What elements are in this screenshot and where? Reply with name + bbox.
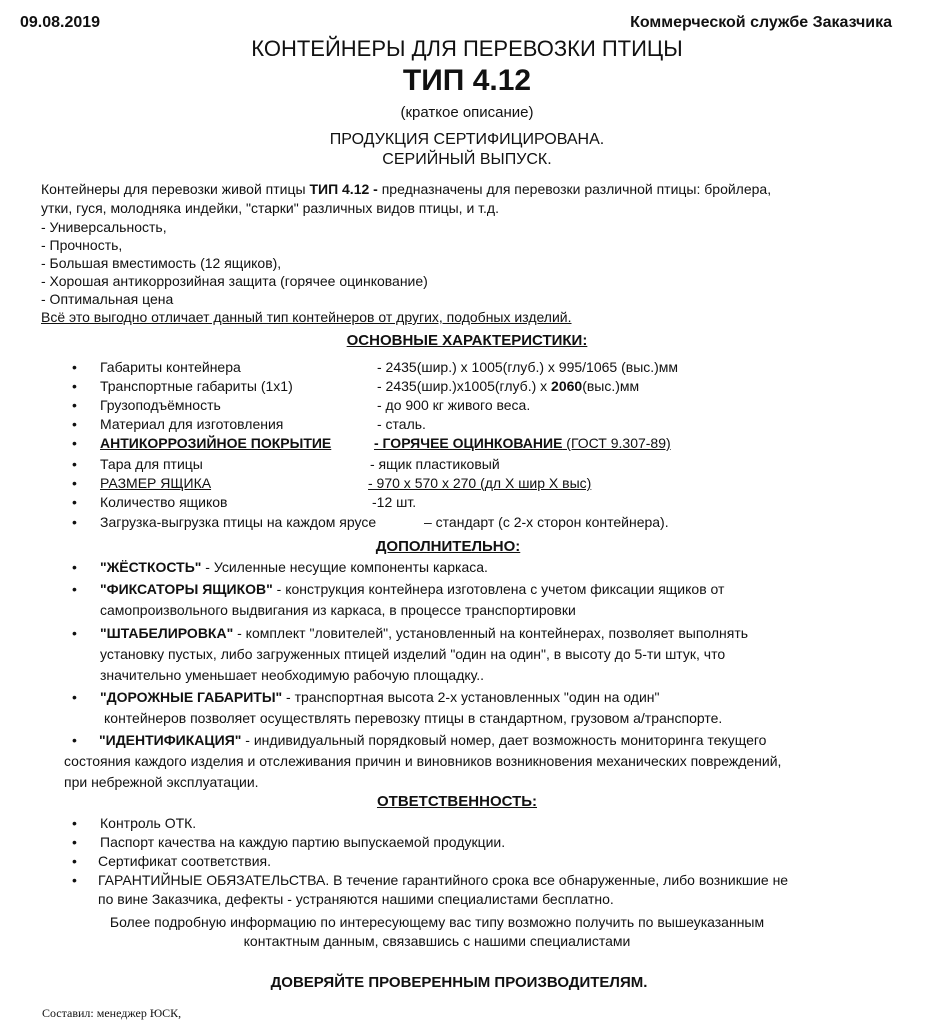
author-note: Составил: менеджер ЮСК, (42, 1006, 182, 1020)
extra-bullet: • (72, 581, 77, 597)
spec-label: Транспортные габариты (1х1) (100, 378, 293, 394)
extra-cont: значительно уменьшает необходимую рабочую площадку.. (100, 667, 485, 683)
cert-line-1: ПРОДУКЦИЯ СЕРТИФИЦИРОВАНА. (329, 131, 605, 148)
recipient: Коммерческой службе Заказчика (630, 14, 892, 31)
resp-cont: по вине Заказчика, дефекты - устраняются нашими специалистами бесплатно. (98, 891, 614, 907)
page-title: КОНТЕЙНЕРЫ ДЛЯ ПЕРЕВОЗКИ ПТИЦЫ (251, 36, 683, 61)
extra-text: - Усиленные несущие компоненты каркаса. (201, 559, 488, 575)
extra-item (100, 558, 488, 577)
resp-heading: ОТВЕТСТВЕННОСТЬ: (376, 793, 538, 810)
extra-text: - транспортная высота 2-х установленных "один на один" (282, 689, 660, 705)
extra-text: - конструкция контейнера изготовлена с учетом фиксации ящиков от (272, 581, 725, 597)
extra-key: "ШТАБЕЛИРОВКА" (100, 625, 234, 641)
resp-item: Сертификат соответствия. (98, 853, 271, 869)
coating-value: - ГОРЯЧЕЕ ОЦИНКОВАНИЕ (374, 435, 563, 451)
extra-key: "ЖЁСТКОСТЬ" (100, 559, 202, 575)
intro-item: - Прочность, (41, 237, 123, 253)
extra-cont: установку пустых, либо загруженных птицей изделий "один на один", в высоту до 5-ти штук, что (100, 646, 726, 662)
spec-value: - ящик пластиковый (370, 456, 500, 472)
spec-label: Количество ящиков (100, 494, 228, 510)
cert-line-2: СЕРИЙНЫЙ ВЫПУСК. (382, 151, 552, 168)
extra-cont: самопроизвольного выдвигания из каркаса, в процессе транспортировки (100, 602, 576, 618)
slogan: ДОВЕРЯЙТЕ ПРОВЕРЕННЫМ ПРОИЗВОДИТЕЛЯМ. (270, 974, 648, 991)
spec-label: Материал для изготовления (100, 416, 284, 432)
subtitle: (краткое описание) (400, 104, 534, 121)
extra-bullet: • (72, 689, 77, 705)
extra-key: "ИДЕНТИФИКАЦИЯ" (99, 732, 242, 748)
type-title: ТИП 4.12 (402, 64, 532, 97)
spec-bullet: • (72, 378, 77, 394)
extra-key: "ДОРОЖНЫЕ ГАБАРИТЫ" (100, 689, 283, 705)
spec-value: - сталь. (377, 416, 426, 432)
resp-bullet: • (72, 834, 77, 850)
spec-bullet: • (72, 397, 77, 413)
spec-value-c: (выс.)мм (582, 378, 640, 394)
spec-value: - 970 х 570 х 270 (дл Х шир Х выс) (368, 475, 592, 491)
document-date: 09.08.2019 (20, 14, 101, 31)
info-line-2: контактным данным, связавшись с нашими специалистами (243, 933, 631, 949)
spec-bullet: • (72, 435, 77, 451)
spec-label: Габариты контейнера (100, 359, 241, 375)
intro-item: - Большая вместимость (12 ящиков), (41, 255, 282, 271)
spec-bullet: • (72, 456, 77, 472)
resp-item: Контроль ОТК. (100, 815, 197, 831)
spec-bullet: • (72, 359, 77, 375)
spec-label: РАЗМЕР ЯЩИКА (100, 475, 212, 491)
spec-label: АНТИКОРРОЗИЙНОЕ ПОКРЫТИЕ (100, 435, 332, 451)
intro-text-a: Контейнеры для перевозки живой птицы (41, 181, 310, 197)
spec-label: Загрузка-выгрузка птицы на каждом ярусе (100, 514, 377, 530)
intro-line-1 (41, 180, 771, 199)
spec-value: – стандарт (с 2-х сторон контейнера). (424, 514, 669, 530)
spec-bullet: • (72, 475, 77, 491)
spec-value-b: 2060 (551, 378, 583, 394)
spec-value: - 2435(шир.) х 1005(глуб.) х 995/1065 (выс.)мм (377, 359, 679, 375)
intro-line-2: утки, гуся, молодняка индейки, "старки" различных видов птицы, и т.д. (41, 200, 499, 216)
extra-cont: контейнеров позволяет осуществлять перевозку птицы в стандартном, грузовом а/транспорте. (104, 710, 723, 726)
spec-value-a: - 2435(шир.)х1005(глуб.) х (377, 378, 552, 394)
extra-text: - индивидуальный порядковый номер, дает возможность мониторинга текущего (241, 732, 767, 748)
extra-bullet: • (72, 732, 77, 748)
intro-item: - Хорошая антикоррозийная защита (горячее оцинкование) (41, 273, 428, 289)
intro-type: ТИП 4.12 - (309, 181, 378, 197)
specs-heading: ОСНОВНЫЕ ХАРАКТЕРИСТИКИ: (346, 332, 588, 349)
extra-key: "ФИКСАТОРЫ ЯЩИКОВ" (100, 581, 273, 597)
resp-bullet: • (72, 872, 77, 888)
coating-standard: (ГОСТ 9.307-89) (562, 435, 671, 451)
spec-value (377, 377, 639, 396)
spec-bullet: • (72, 514, 77, 530)
spec-value (374, 434, 671, 453)
extra-text: - комплект "ловителей", установленный на контейнерах, позволяет выполнять (233, 625, 749, 641)
info-line-1: Более подробную информацию по интересующему вас типу возможно получить по вышеуказанным (109, 914, 765, 930)
resp-item: Паспорт качества на каждую партию выпускаемой продукции. (100, 834, 506, 850)
intro-item: - Универсальность, (41, 219, 167, 235)
spec-label: Тара для птицы (100, 456, 203, 472)
resp-item: ГАРАНТИЙНЫЕ ОБЯЗАТЕЛЬСТВА. В течение гарантийного срока все обнаруженные, либо возникшие не (98, 872, 789, 888)
spec-bullet: • (72, 494, 77, 510)
intro-item: - Оптимальная цена (41, 291, 174, 307)
extra-bullet: • (72, 559, 77, 575)
extra-item (100, 624, 748, 643)
extra-item (99, 731, 766, 750)
resp-bullet: • (72, 815, 77, 831)
extra-bullet: • (72, 625, 77, 641)
intro-summary: Всё это выгодно отличает данный тип контейнеров от других, подобных изделий. (41, 309, 572, 325)
extra-cont: состояния каждого изделия и отслеживания причин и виновников возникновения механических повреждений, (64, 753, 782, 769)
extra-item (100, 580, 724, 599)
spec-value: -12 шт. (372, 494, 417, 510)
extra-heading: ДОПОЛНИТЕЛЬНО: (375, 538, 521, 555)
extra-item (100, 688, 660, 707)
spec-label: Грузоподъёмность (100, 397, 221, 413)
resp-bullet: • (72, 853, 77, 869)
spec-value: - до 900 кг живого веса. (377, 397, 531, 413)
intro-text-c: предназначены для перевозки различной птицы: бройлера, (377, 181, 772, 197)
extra-cont: при небрежной эксплуатации. (64, 774, 259, 790)
spec-bullet: • (72, 416, 77, 432)
